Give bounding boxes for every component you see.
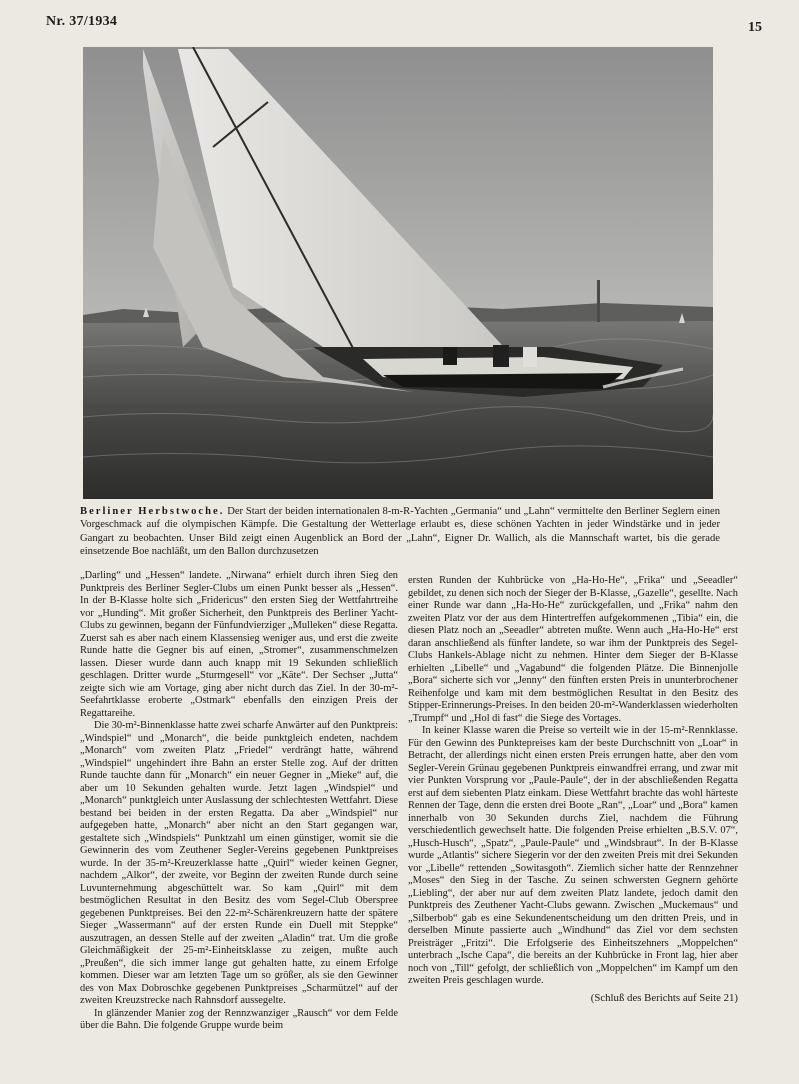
photo-caption	[80, 505, 720, 559]
paragraph: ersten Runden der Kuhbrücke von „Ha-Ho-He“, „Frika“ und „Seeadler“ gebildet, zu denen sich noch der Sieger der B-Klasse, „Gazelle“, gesellte. Nach einer Runde war dann „Ha-Ho-He“ zurückgefallen, und „Frika“ nahm den zweiten Platz vor der aus dem Hintertreffen aufgekommenen „Tibia“ ein, die diesen Platz noch an „Seeadler“ abtreten mußte. Wenn auch „Ha-Ho-He“ erst daran anschließend als fünfter landete, so war ihm der Punktpreis des Segel-Clubs Hankels-Ablage nicht zu nehmen. Hinter dem Sieger der B-Klasse erhielten „Libelle“ und „Vagabund“ die folgenden Plätze. Die Binnenjolle „Bora“ sicherte sich vor „Jenny“ den fünften ersten Preis in ununterbrochener Reihenfolge und kam mit dem bestmöglichen Resultat in den Besitz des Stipper-Erinnerungs-Preises. In den beiden 20-m²-Wanderklassen wiederholten „Trumpf“ und „Hol di fast“ die Siege des Vortages.	[408, 575, 738, 724]
article-column-right	[408, 575, 738, 1004]
issue-number: Nr. 37/1934	[46, 14, 118, 29]
article-column-left	[80, 570, 398, 1033]
page-number: 15	[748, 20, 762, 35]
paragraph: In keiner Klasse waren die Preise so verteilt wie in der 15-m²-Rennklasse. Für den Gewinn des Punktepreises kam der beste Durchschnitt von „Loar“ in Betracht, der allerdings nicht einen ersten Preis errungen hatte, aber den vom Segler-Verein Grünau gegebenen Punktpreis einwandfrei errang, und zwar mit vier Punkten Vorsprung vor „Paule-Paule“, der in der abschließenden Regatta erst auf dem siebenten Platz einkam. Diese Wettfahrt brachte das wohl härteste Rennen der Tage, denn die ersten drei Boote „Ran“, „Loar“ und „Bora“ kamen innerhalb von 30 Sekunden durchs Ziel, nachdem die Führung verschiedentlich gewechselt hatte. Die folgenden Preise erhielten „B.S.V. 07“, „Husch-Husch“, „Spatz“, „Paule-Paule“ und „Windsbraut“. In der B-Klasse wurde „Atlantis“ sichere Siegerin vor der den zweiten Preis mit drei Sekunden vor „Libelle“ rettenden „Sowitasgoth“. Ziemlich sicher hatte der Rennzehner „Moses“ den Sieg in der Tasche. Zu seinen schwersten Gegnern gehörte „Liebling“, der aber nur auf dem zweiten Platz landete, jedoch damit den Punktpreis des Zeuthener Yacht-Clubs gewann. Zwischen „Muckemaus“ und „Silberbob“ gab es eine Sekundenentscheidung um den dritten Preis, und in derselben Minute passierte auch „Windhund“ das Ziel vor dem sechsten Preisträger „Fritzi“. Die Erfolgserie des Einheitszehners „Moppelchen“ unterbrach „Ische Capa“, die bereits an der Kuhbrücke in Front lag, hier aber noch von „Till“ gefolgt, der schließlich von „Moppelchen“ im Kampf um den zweiten Preis geschlagen wurde.	[408, 725, 738, 986]
continuation-note: (Schluß des Berichts auf Seite 21)	[590, 991, 738, 1004]
paragraph: „Darling“ und „Hessen“ landete. „Nirwana“ erhielt durch ihren Sieg den Punktpreis des Berliner Segler-Clubs um einen Punkt besser als „Hessen“. In der B-Klasse holte sich „Fridericus“ den ersten Sieg der Wettfahrtreihe vor „Hunding“. Mit großer Sicherheit, den Punktpreis des Berliner Yacht-Clubs zu gewinnen, begann der Fünfundvierziger „Mulleken“ diese Regatta. Zuerst sah es aber nach einem Klassensieg weniger aus, und erst die zweite Runde hatte die Gegner bis auf einen, „Stromer“, zusammenschmelzen lassen. Dieser wurde dann auch knapp mit 19 Sekunden schließlich geschlagen. Dritter wurde „Sturmgesell“ vor „Käte“. Der Sechser „Jutta“ zeigte sich wie am Vortage, ging aber nicht durch das Ziel. In der 30-m²-Seefahrtklasse eroberte „Ostmark“ ebenfalls den einzigen Preis der Regattareihe.	[80, 570, 398, 719]
caption-text: Der Start der beiden internationalen 8-m-R-Yachten „Germania“ und „Lahn“ vermittelte den Berliner Seglern einen Vorgeschmack auf die olympischen Kämpfe. Die Gestaltung der Wetterlage erlaubt es, diese schönen Yachten in jeder Windstärke und in jeder Gangart zu beobachten. Unser Bild zeigt einen Augenblick an Bord der „Lahn“, Eigner Dr. Wallich, als die Mannschaft wartet, bis die gerade einsetzende Boe nachläßt, um den Ballon durchzusetzen	[80, 506, 720, 558]
sailing-yacht-photo	[83, 47, 713, 499]
paragraph: In glänzender Manier zog der Rennzwanziger „Rausch“ vor dem Felde über die Bahn. Die folgende Gruppe wurde beim	[80, 1007, 398, 1031]
caption-lead: Berliner Herbstwoche.	[80, 506, 225, 517]
paragraph: Die 30-m²-Binnenklasse hatte zwei scharfe Anwärter auf den Punktpreis: „Windspiel“ und „Monarch“, die beide punktgleich endeten, nachdem „Monarch“ vom zweiten Platz „Friedel“ verdrängt hatte, während „Windspiel“ ungehindert ihre Bahn an erster Stelle zog. Auf der dritten Runde tauchte dann für „Monarch“ ein neuer Gegner in „Mieke“ auf, die aber um 10 Sekunden gehalten wurde. Jetzt lagen „Windspiel“ und „Monarch“ punktgleich unter Auslassung der schlechtesten Wettfahrt. Diese bestand bei beiden in der ersten Regatta. Da aber „Windspiel“ nur aufgegeben hatte, „Monarch“ aber nicht an den Start gegangen war, gestaltete sich „Windspiels“ Punktzahl um einen günstiger, womit sie die Gewinnerin des vom Zeuthener Segler-Vereins gegebenen Punktpreises wurde. In der 35-m²-Kreuzerklasse hatte „Quirl“ wieder keinen Gegner, nachdem „Alkor“, der zweite, vor Beginn der zweiten Runde durch seine Luvunternehmung abgeschüttelt war. So kam „Quirl“ mit dem bestmöglichen Resultat in den Besitz des vom Segel-Club Oberspree gegebenen Punktpreises. Bei den 22-m²-Schärenkreuzern hatte der spätere Sieger „Wassermann“ auf der ersten Runde ein Duell mit Steppke“ auszutragen, an dessen Stelle auf der zweiten „Aladin“ trat. Um die große Gleichmäßigkeit der 25-m²-Einheitsklasse zu zeigen, mußte auch „Preußen“, die sich immer lange gut gehalten hatte, zu einem Erfolge kommen. Dieser war am letzten Tage um so größer, als sie den Gewinner des von Max Dobroschke gegebenen Punktpreises „Scharmützel“ auf der zweiten Kreuzstrecke nach Rahnsdorf aussegelte.	[80, 720, 398, 1006]
